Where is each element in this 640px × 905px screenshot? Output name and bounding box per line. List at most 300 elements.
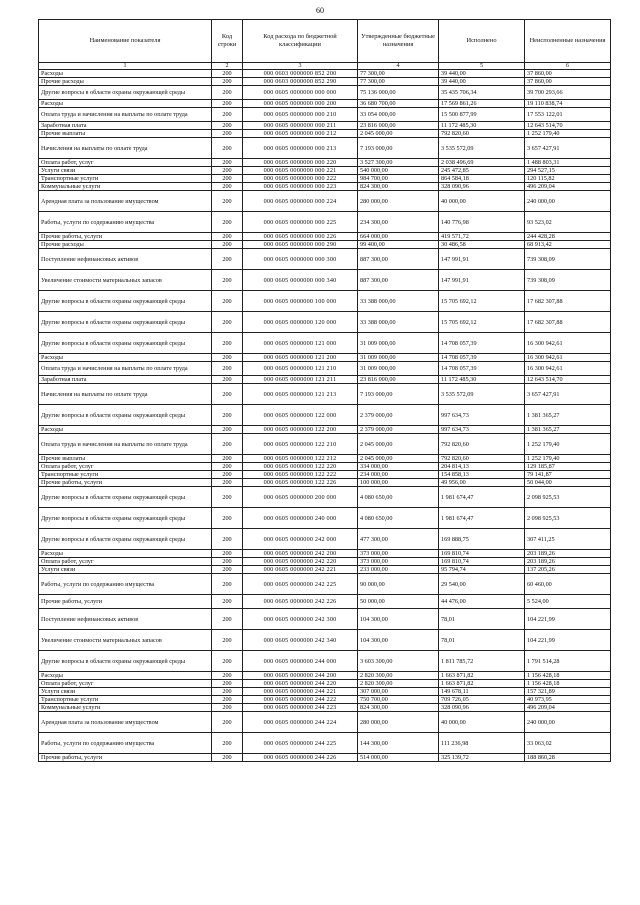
row-name-cell: Услуги связи [39, 167, 212, 175]
row-unexecuted-cell: 5 524,00 [525, 595, 611, 609]
row-executed-cell: 154 858,13 [439, 471, 525, 479]
row-approved-cell: 31 009 000,00 [358, 333, 439, 354]
row-executed-cell: 40 000,00 [439, 712, 525, 733]
row-executed-cell: 864 584,18 [439, 175, 525, 183]
row-code-cell: 200 [212, 312, 243, 333]
row-unexecuted-cell: 1 252 179,40 [525, 434, 611, 455]
row-executed-cell: 3 535 572,09 [439, 384, 525, 405]
row-executed-cell: 792 820,60 [439, 434, 525, 455]
row-unexecuted-cell: 19 110 838,74 [525, 100, 611, 108]
row-name-cell: Арендная плата за пользование имуществом [39, 712, 212, 733]
row-code-cell: 200 [212, 609, 243, 630]
row-unexecuted-cell: 2 098 925,53 [525, 487, 611, 508]
row-code-cell: 200 [212, 680, 243, 688]
table-row [39, 672, 611, 680]
row-kbk-cell: 000 0605 0000000 000 290 [243, 241, 358, 249]
table-row [39, 529, 611, 550]
row-approved-cell: 50 000,00 [358, 595, 439, 609]
table-row [39, 241, 611, 249]
row-name-cell: Коммунальные услуги [39, 704, 212, 712]
row-kbk-cell: 000 0605 0000000 122 212 [243, 455, 358, 463]
row-kbk-cell: 000 0605 0000000 000 340 [243, 270, 358, 291]
row-code-cell: 200 [212, 159, 243, 167]
row-unexecuted-cell: 3 657 427,91 [525, 384, 611, 405]
row-executed-cell: 245 472,85 [439, 167, 525, 175]
row-kbk-cell: 000 0605 0000000 244 225 [243, 733, 358, 754]
row-approved-cell: 984 700,00 [358, 175, 439, 183]
row-kbk-cell: 000 0605 0000000 000 200 [243, 100, 358, 108]
row-code-cell: 200 [212, 630, 243, 651]
row-unexecuted-cell: 17 682 307,88 [525, 312, 611, 333]
row-kbk-cell: 000 0605 0000000 242 200 [243, 550, 358, 558]
row-kbk-cell: 000 0605 0000000 242 300 [243, 609, 358, 630]
row-executed-cell: 111 236,98 [439, 733, 525, 754]
row-code-cell: 200 [212, 122, 243, 130]
row-code-cell: 200 [212, 426, 243, 434]
row-name-cell: Оплата труда и начисления на выплаты по оплате труда [39, 362, 212, 376]
row-unexecuted-cell: 12 643 514,70 [525, 376, 611, 384]
row-kbk-cell: 000 0605 0000000 000 212 [243, 130, 358, 138]
row-executed-cell: 325 139,72 [439, 754, 525, 762]
row-name-cell: Начисления на выплаты по оплате труда [39, 384, 212, 405]
row-kbk-cell: 000 0605 0000000 242 220 [243, 558, 358, 566]
row-code-cell: 200 [212, 78, 243, 86]
row-approved-cell: 3 527 300,00 [358, 159, 439, 167]
row-executed-cell: 169 888,75 [439, 529, 525, 550]
row-code-cell: 200 [212, 704, 243, 712]
header-approved: Утвержденные бюджетные назначения [358, 20, 439, 63]
table-row [39, 138, 611, 159]
row-unexecuted-cell: 188 860,28 [525, 754, 611, 762]
row-code-cell: 200 [212, 354, 243, 362]
table-row [39, 270, 611, 291]
table-row [39, 78, 611, 86]
row-kbk-cell: 000 0605 0000000 000 225 [243, 212, 358, 233]
row-name-cell: Увеличение стоимости материальных запасов [39, 630, 212, 651]
header-name: Наименование показателя [39, 20, 212, 63]
row-executed-cell: 1 663 871,82 [439, 672, 525, 680]
row-approved-cell: 2 379 000,00 [358, 405, 439, 426]
row-kbk-cell: 000 0605 0000000 244 220 [243, 680, 358, 688]
table-row [39, 630, 611, 651]
row-code-cell: 200 [212, 405, 243, 426]
column-number: 4 [358, 63, 439, 70]
column-number: 1 [39, 63, 212, 70]
row-name-cell: Оплата труда и начисления на выплаты по оплате труда [39, 108, 212, 122]
row-code-cell: 200 [212, 651, 243, 672]
row-kbk-cell: 000 0605 0000000 000 222 [243, 175, 358, 183]
row-approved-cell: 280 000,00 [358, 191, 439, 212]
row-kbk-cell: 000 0605 0000000 121 213 [243, 384, 358, 405]
row-executed-cell: 11 172 485,30 [439, 376, 525, 384]
row-code-cell: 200 [212, 595, 243, 609]
row-executed-cell: 997 634,73 [439, 405, 525, 426]
column-number: 6 [525, 63, 611, 70]
row-kbk-cell: 000 0605 0000000 122 220 [243, 463, 358, 471]
row-approved-cell: 233 000,00 [358, 566, 439, 574]
row-executed-cell: 78,01 [439, 630, 525, 651]
table-row [39, 333, 611, 354]
row-approved-cell: 2 820 300,00 [358, 680, 439, 688]
table-row [39, 362, 611, 376]
row-kbk-cell: 000 0605 0000000 000 300 [243, 249, 358, 270]
table-row [39, 566, 611, 574]
row-approved-cell: 7 193 000,00 [358, 384, 439, 405]
row-code-cell: 200 [212, 376, 243, 384]
row-kbk-cell: 000 0605 0000000 121 211 [243, 376, 358, 384]
row-approved-cell: 31 009 000,00 [358, 362, 439, 376]
header-code: Код строки [212, 20, 243, 63]
row-unexecuted-cell: 244 428,28 [525, 233, 611, 241]
row-approved-cell: 7 193 000,00 [358, 138, 439, 159]
column-number: 5 [439, 63, 525, 70]
row-executed-cell: 149 678,11 [439, 688, 525, 696]
row-approved-cell: 824 300,00 [358, 183, 439, 191]
row-code-cell: 200 [212, 558, 243, 566]
row-approved-cell: 75 136 000,00 [358, 86, 439, 100]
row-kbk-cell: 000 0605 0000000 100 000 [243, 291, 358, 312]
row-name-cell: Оплата работ, услуг [39, 463, 212, 471]
row-approved-cell: 4 080 650,00 [358, 508, 439, 529]
row-kbk-cell: 000 0605 0000000 244 221 [243, 688, 358, 696]
row-code-cell: 200 [212, 688, 243, 696]
row-unexecuted-cell: 1 252 179,40 [525, 455, 611, 463]
row-name-cell: Услуги связи [39, 566, 212, 574]
row-executed-cell: 204 814,13 [439, 463, 525, 471]
header-executed: Исполнено [439, 20, 525, 63]
table-row [39, 550, 611, 558]
row-executed-cell: 147 991,91 [439, 270, 525, 291]
row-kbk-cell: 000 0605 0000000 200 000 [243, 487, 358, 508]
row-name-cell: Работы, услуги по содержанию имущества [39, 574, 212, 595]
row-approved-cell: 280 000,00 [358, 712, 439, 733]
row-approved-cell: 90 000,00 [358, 574, 439, 595]
row-unexecuted-cell: 203 189,26 [525, 550, 611, 558]
table-row [39, 651, 611, 672]
row-name-cell: Арендная плата за пользование имуществом [39, 191, 212, 212]
row-kbk-cell: 000 0605 0000000 000 213 [243, 138, 358, 159]
row-approved-cell: 31 009 000,00 [358, 354, 439, 362]
row-unexecuted-cell: 1 791 514,28 [525, 651, 611, 672]
row-name-cell: Расходы [39, 672, 212, 680]
row-name-cell: Прочие расходы [39, 241, 212, 249]
row-unexecuted-cell: 203 189,26 [525, 558, 611, 566]
row-kbk-cell: 000 0605 0000000 244 226 [243, 754, 358, 762]
row-approved-cell: 234 000,00 [358, 471, 439, 479]
table-row [39, 108, 611, 122]
row-code-cell: 200 [212, 574, 243, 595]
row-name-cell: Увеличение стоимости материальных запасов [39, 270, 212, 291]
table-row [39, 487, 611, 508]
row-unexecuted-cell: 37 860,00 [525, 78, 611, 86]
row-executed-cell: 3 535 572,09 [439, 138, 525, 159]
row-kbk-cell: 000 0605 0000000 000 224 [243, 191, 358, 212]
table-row [39, 680, 611, 688]
row-executed-cell: 39 440,00 [439, 70, 525, 78]
row-executed-cell: 40 000,00 [439, 191, 525, 212]
row-kbk-cell: 000 0605 0000000 122 222 [243, 471, 358, 479]
row-unexecuted-cell: 68 913,42 [525, 241, 611, 249]
row-unexecuted-cell: 240 000,00 [525, 712, 611, 733]
row-executed-cell: 30 486,58 [439, 241, 525, 249]
row-approved-cell: 373 000,00 [358, 550, 439, 558]
row-approved-cell: 36 680 700,00 [358, 100, 439, 108]
row-approved-cell: 540 000,00 [358, 167, 439, 175]
row-code-cell: 200 [212, 455, 243, 463]
table-row [39, 183, 611, 191]
row-executed-cell: 140 776,98 [439, 212, 525, 233]
row-approved-cell: 33 388 000,00 [358, 312, 439, 333]
row-executed-cell: 1 981 674,47 [439, 508, 525, 529]
row-approved-cell: 887 300,00 [358, 249, 439, 270]
row-approved-cell: 514 000,00 [358, 754, 439, 762]
row-approved-cell: 307 000,00 [358, 688, 439, 696]
row-executed-cell: 15 705 692,12 [439, 312, 525, 333]
row-name-cell: Другие вопросы в области охраны окружающей среды [39, 291, 212, 312]
row-code-cell: 200 [212, 138, 243, 159]
row-executed-cell: 1 663 871,82 [439, 680, 525, 688]
row-name-cell: Прочие выплаты [39, 455, 212, 463]
header-kbk: Код расхода по бюджетной классификации [243, 20, 358, 63]
row-executed-cell: 2 038 496,69 [439, 159, 525, 167]
row-unexecuted-cell: 12 643 514,70 [525, 122, 611, 130]
row-unexecuted-cell: 3 657 427,91 [525, 138, 611, 159]
row-approved-cell: 99 400,00 [358, 241, 439, 249]
row-name-cell: Оплата труда и начисления на выплаты по оплате труда [39, 434, 212, 455]
row-kbk-cell: 000 0605 0000000 121 200 [243, 354, 358, 362]
row-executed-cell: 17 569 861,26 [439, 100, 525, 108]
row-approved-cell: 887 300,00 [358, 270, 439, 291]
row-name-cell: Другие вопросы в области охраны окружающей среды [39, 529, 212, 550]
row-unexecuted-cell: 120 115,82 [525, 175, 611, 183]
row-code-cell: 200 [212, 696, 243, 704]
row-code-cell: 200 [212, 733, 243, 754]
row-approved-cell: 664 000,00 [358, 233, 439, 241]
row-kbk-cell: 000 0605 0000000 242 000 [243, 529, 358, 550]
row-code-cell: 200 [212, 249, 243, 270]
row-executed-cell: 147 991,91 [439, 249, 525, 270]
row-kbk-cell: 000 0605 0000000 122 226 [243, 479, 358, 487]
row-code-cell: 200 [212, 86, 243, 100]
row-name-cell: Другие вопросы в области охраны окружающей среды [39, 312, 212, 333]
table-row [39, 733, 611, 754]
row-name-cell: Транспортные услуги [39, 696, 212, 704]
row-unexecuted-cell: 60 460,00 [525, 574, 611, 595]
table-row [39, 558, 611, 566]
row-name-cell: Расходы [39, 354, 212, 362]
row-code-cell: 200 [212, 487, 243, 508]
row-name-cell: Работы, услуги по содержанию имущества [39, 733, 212, 754]
row-unexecuted-cell: 1 381 365,27 [525, 405, 611, 426]
row-code-cell: 200 [212, 471, 243, 479]
row-executed-cell: 1 981 674,47 [439, 487, 525, 508]
row-approved-cell: 2 820 300,00 [358, 672, 439, 680]
row-approved-cell: 477 300,00 [358, 529, 439, 550]
row-code-cell: 200 [212, 70, 243, 78]
row-executed-cell: 169 810,74 [439, 550, 525, 558]
row-approved-cell: 77 300,00 [358, 70, 439, 78]
row-approved-cell: 824 300,00 [358, 704, 439, 712]
row-executed-cell: 709 726,05 [439, 696, 525, 704]
row-name-cell: Прочие работы, услуги [39, 754, 212, 762]
row-unexecuted-cell: 50 044,00 [525, 479, 611, 487]
row-unexecuted-cell: 93 523,02 [525, 212, 611, 233]
row-code-cell: 200 [212, 434, 243, 455]
row-kbk-cell: 000 0605 0000000 122 200 [243, 426, 358, 434]
row-kbk-cell: 000 0605 0000000 000 226 [243, 233, 358, 241]
table-row [39, 455, 611, 463]
page-number: 60 [316, 6, 324, 15]
row-unexecuted-cell: 104 221,99 [525, 609, 611, 630]
row-code-cell: 200 [212, 291, 243, 312]
row-unexecuted-cell: 16 300 942,61 [525, 354, 611, 362]
row-unexecuted-cell: 39 700 293,66 [525, 86, 611, 100]
column-number: 3 [243, 63, 358, 70]
row-kbk-cell: 000 0605 0000000 000 211 [243, 122, 358, 130]
table-row [39, 122, 611, 130]
row-unexecuted-cell: 496 209,04 [525, 183, 611, 191]
table-row [39, 130, 611, 138]
table-row [39, 191, 611, 212]
table-row [39, 712, 611, 733]
row-approved-cell: 2 045 000,00 [358, 455, 439, 463]
row-kbk-cell: 000 0605 0000000 000 221 [243, 167, 358, 175]
row-code-cell: 200 [212, 479, 243, 487]
table-row [39, 574, 611, 595]
row-code-cell: 200 [212, 212, 243, 233]
row-name-cell: Прочие работы, услуги [39, 479, 212, 487]
row-kbk-cell: 000 0605 0000000 244 222 [243, 696, 358, 704]
row-executed-cell: 11 172 485,30 [439, 122, 525, 130]
table-row [39, 354, 611, 362]
row-name-cell: Расходы [39, 550, 212, 558]
row-executed-cell: 1 811 785,72 [439, 651, 525, 672]
row-approved-cell: 104 300,00 [358, 609, 439, 630]
row-code-cell: 200 [212, 529, 243, 550]
row-approved-cell: 23 816 000,00 [358, 122, 439, 130]
row-kbk-cell: 000 0605 0000000 000 223 [243, 183, 358, 191]
table-row [39, 508, 611, 529]
table-row [39, 405, 611, 426]
row-code-cell: 200 [212, 167, 243, 175]
row-name-cell: Другие вопросы в области охраны окружающей среды [39, 508, 212, 529]
header-unexecuted: Неисполненные назначения [525, 20, 611, 63]
row-name-cell: Работы, услуги по содержанию имущества [39, 212, 212, 233]
table-row [39, 595, 611, 609]
row-approved-cell: 2 379 000,00 [358, 426, 439, 434]
row-approved-cell: 77 300,00 [358, 78, 439, 86]
table-row [39, 70, 611, 78]
row-code-cell: 200 [212, 508, 243, 529]
row-executed-cell: 44 476,00 [439, 595, 525, 609]
row-code-cell: 200 [212, 333, 243, 354]
row-kbk-cell: 000 0605 0000000 244 223 [243, 704, 358, 712]
row-name-cell: Поступление нефинансовых активов [39, 249, 212, 270]
row-code-cell: 200 [212, 183, 243, 191]
row-kbk-cell: 000 0605 0000000 242 226 [243, 595, 358, 609]
table-row [39, 100, 611, 108]
row-name-cell: Расходы [39, 70, 212, 78]
row-approved-cell: 3 603 300,00 [358, 651, 439, 672]
row-name-cell: Услуги связи [39, 688, 212, 696]
row-name-cell: Оплата работ, услуг [39, 680, 212, 688]
row-unexecuted-cell: 129 185,87 [525, 463, 611, 471]
row-name-cell: Прочие выплаты [39, 130, 212, 138]
row-code-cell: 200 [212, 191, 243, 212]
row-executed-cell: 328 090,96 [439, 704, 525, 712]
row-unexecuted-cell: 104 221,99 [525, 630, 611, 651]
table-row [39, 471, 611, 479]
row-executed-cell: 78,01 [439, 609, 525, 630]
table-row [39, 426, 611, 434]
table-row [39, 86, 611, 100]
row-executed-cell: 39 440,00 [439, 78, 525, 86]
row-unexecuted-cell: 17 553 122,01 [525, 108, 611, 122]
column-number: 2 [212, 63, 243, 70]
row-unexecuted-cell: 16 300 942,61 [525, 333, 611, 354]
row-code-cell: 200 [212, 175, 243, 183]
row-name-cell: Заработная плата [39, 376, 212, 384]
table-row [39, 434, 611, 455]
row-name-cell: Другие вопросы в области охраны окружающей среды [39, 86, 212, 100]
row-unexecuted-cell: 137 205,26 [525, 566, 611, 574]
row-unexecuted-cell: 16 300 942,61 [525, 362, 611, 376]
row-kbk-cell: 000 0605 0000000 240 000 [243, 508, 358, 529]
row-executed-cell: 169 810,74 [439, 558, 525, 566]
row-unexecuted-cell: 33 063,02 [525, 733, 611, 754]
row-code-cell: 200 [212, 130, 243, 138]
row-unexecuted-cell: 1 156 428,18 [525, 672, 611, 680]
table-row [39, 233, 611, 241]
row-approved-cell: 104 300,00 [358, 630, 439, 651]
row-code-cell: 200 [212, 463, 243, 471]
row-name-cell: Расходы [39, 100, 212, 108]
row-name-cell: Прочие работы, услуги [39, 595, 212, 609]
table-row [39, 704, 611, 712]
table-row [39, 312, 611, 333]
row-name-cell: Начисления на выплаты по оплате труда [39, 138, 212, 159]
table-row [39, 212, 611, 233]
row-unexecuted-cell: 739 308,09 [525, 249, 611, 270]
row-kbk-cell: 000 0605 0000000 242 221 [243, 566, 358, 574]
table-row [39, 291, 611, 312]
row-kbk-cell: 000 0605 0000000 000 210 [243, 108, 358, 122]
row-executed-cell: 29 540,00 [439, 574, 525, 595]
row-unexecuted-cell: 1 156 428,18 [525, 680, 611, 688]
row-approved-cell: 2 045 000,00 [358, 434, 439, 455]
row-kbk-cell: 000 0605 0000000 120 000 [243, 312, 358, 333]
row-approved-cell: 4 080 650,00 [358, 487, 439, 508]
row-code-cell: 200 [212, 241, 243, 249]
row-kbk-cell: 000 0605 0000000 000 000 [243, 86, 358, 100]
row-executed-cell: 328 090,96 [439, 183, 525, 191]
header-row [39, 20, 611, 63]
row-code-cell: 200 [212, 566, 243, 574]
table-row [39, 167, 611, 175]
row-approved-cell: 100 000,00 [358, 479, 439, 487]
row-approved-cell: 234 300,00 [358, 212, 439, 233]
row-unexecuted-cell: 1 252 179,40 [525, 130, 611, 138]
row-executed-cell: 49 956,00 [439, 479, 525, 487]
row-executed-cell: 792 820,60 [439, 455, 525, 463]
table-row [39, 159, 611, 167]
row-unexecuted-cell: 17 682 307,88 [525, 291, 611, 312]
table-row [39, 175, 611, 183]
row-unexecuted-cell: 496 209,04 [525, 704, 611, 712]
row-kbk-cell: 000 0605 0000000 244 000 [243, 651, 358, 672]
row-name-cell: Транспортные услуги [39, 471, 212, 479]
row-unexecuted-cell: 307 411,25 [525, 529, 611, 550]
